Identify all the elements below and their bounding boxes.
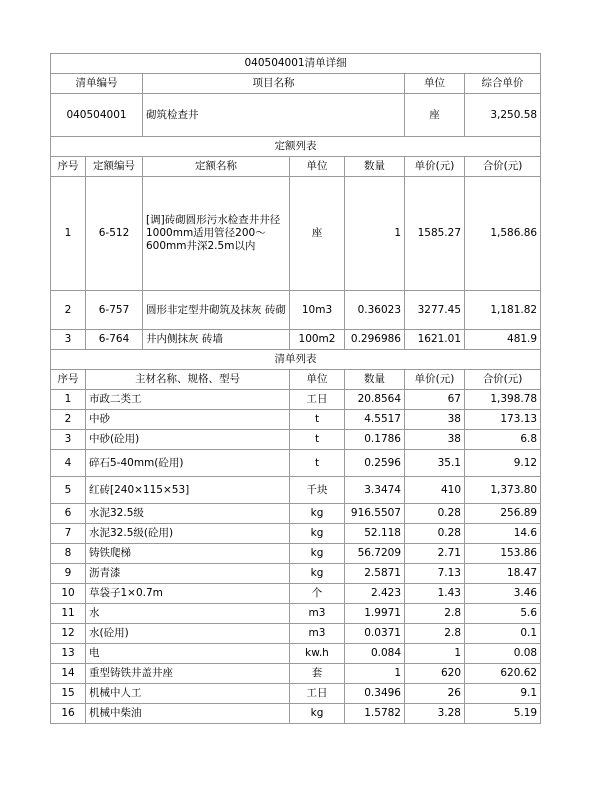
material-row bbox=[51, 544, 541, 564]
material-price: 38 bbox=[405, 410, 465, 430]
material-no: 2 bbox=[51, 410, 86, 430]
material-unit: kw.h bbox=[290, 644, 345, 664]
material-total: 9.1 bbox=[465, 684, 541, 704]
quota-header-price: 单价(元) bbox=[405, 157, 465, 177]
item-code: 040504001 bbox=[51, 94, 143, 137]
material-qty: 0.3496 bbox=[345, 684, 405, 704]
material-qty: 916.5507 bbox=[345, 504, 405, 524]
material-unit: 千块 bbox=[290, 477, 345, 504]
material-name: 中砂(砼用) bbox=[86, 430, 290, 450]
quota-header-name: 定额名称 bbox=[143, 157, 290, 177]
quota-total: 481.9 bbox=[465, 330, 541, 350]
material-price: 0.28 bbox=[405, 504, 465, 524]
material-qty: 1 bbox=[345, 664, 405, 684]
material-no: 10 bbox=[51, 584, 86, 604]
material-no: 9 bbox=[51, 564, 86, 584]
material-row bbox=[51, 450, 541, 477]
material-total: 0.1 bbox=[465, 624, 541, 644]
material-row bbox=[51, 664, 541, 684]
material-header-row bbox=[51, 370, 541, 390]
material-total: 5.19 bbox=[465, 704, 541, 724]
material-row bbox=[51, 390, 541, 410]
quota-no: 3 bbox=[51, 330, 86, 350]
material-unit: kg bbox=[290, 504, 345, 524]
material-price: 2.8 bbox=[405, 624, 465, 644]
material-total: 18.47 bbox=[465, 564, 541, 584]
material-unit: m3 bbox=[290, 604, 345, 624]
material-name: 重型铸铁井盖井座 bbox=[86, 664, 290, 684]
material-name: 机械中柴油 bbox=[86, 704, 290, 724]
material-qty: 4.5517 bbox=[345, 410, 405, 430]
material-row bbox=[51, 564, 541, 584]
material-no: 12 bbox=[51, 624, 86, 644]
material-unit: 个 bbox=[290, 584, 345, 604]
material-no: 7 bbox=[51, 524, 86, 544]
item-name: 砌筑检查井 bbox=[143, 94, 405, 137]
material-name: 水 bbox=[86, 604, 290, 624]
item-row bbox=[51, 94, 541, 137]
quota-qty: 0.296986 bbox=[345, 330, 405, 350]
quota-header-code: 定额编号 bbox=[86, 157, 143, 177]
material-total: 5.6 bbox=[465, 604, 541, 624]
material-name: 市政二类工 bbox=[86, 390, 290, 410]
material-header-price: 单价(元) bbox=[405, 370, 465, 390]
quota-no: 2 bbox=[51, 291, 86, 330]
material-no: 15 bbox=[51, 684, 86, 704]
material-name: 红砖[240×115×53] bbox=[86, 477, 290, 504]
material-no: 1 bbox=[51, 390, 86, 410]
material-total: 3.46 bbox=[465, 584, 541, 604]
quota-price: 1621.01 bbox=[405, 330, 465, 350]
material-total: 173.13 bbox=[465, 410, 541, 430]
material-qty: 20.8564 bbox=[345, 390, 405, 410]
quota-header-row bbox=[51, 157, 541, 177]
material-header-qty: 数量 bbox=[345, 370, 405, 390]
material-name: 机械中人工 bbox=[86, 684, 290, 704]
material-price: 0.28 bbox=[405, 524, 465, 544]
item-unit: 座 bbox=[405, 94, 465, 137]
material-price: 67 bbox=[405, 390, 465, 410]
quota-unit: 100m2 bbox=[290, 330, 345, 350]
quota-row bbox=[51, 291, 541, 330]
material-price: 3.28 bbox=[405, 704, 465, 724]
material-no: 5 bbox=[51, 477, 86, 504]
material-qty: 2.5871 bbox=[345, 564, 405, 584]
material-unit: t bbox=[290, 450, 345, 477]
material-total: 1,373.80 bbox=[465, 477, 541, 504]
material-no: 13 bbox=[51, 644, 86, 664]
material-qty: 0.1786 bbox=[345, 430, 405, 450]
quota-name: [调]砖砌圆形污水检查井井径1000mm适用管径200～600mm井深2.5m以内 bbox=[143, 177, 290, 291]
material-price: 35.1 bbox=[405, 450, 465, 477]
material-qty: 0.084 bbox=[345, 644, 405, 664]
material-row bbox=[51, 524, 541, 544]
material-total: 620.62 bbox=[465, 664, 541, 684]
material-row bbox=[51, 704, 541, 724]
quota-price: 3277.45 bbox=[405, 291, 465, 330]
material-qty: 1.5782 bbox=[345, 704, 405, 724]
table-title-row bbox=[51, 54, 541, 74]
bill-detail-table bbox=[50, 53, 541, 724]
material-qty: 3.3474 bbox=[345, 477, 405, 504]
material-row bbox=[51, 430, 541, 450]
material-name: 碎石5-40mm(砼用) bbox=[86, 450, 290, 477]
quota-total: 1,181.82 bbox=[465, 291, 541, 330]
material-unit: 套 bbox=[290, 664, 345, 684]
material-unit: kg bbox=[290, 704, 345, 724]
material-header-no: 序号 bbox=[51, 370, 86, 390]
quota-header-no: 序号 bbox=[51, 157, 86, 177]
quota-qty: 1 bbox=[345, 177, 405, 291]
material-name: 草袋子1×0.7m bbox=[86, 584, 290, 604]
material-no: 8 bbox=[51, 544, 86, 564]
quota-section-title: 定额列表 bbox=[51, 137, 541, 157]
material-no: 16 bbox=[51, 704, 86, 724]
material-unit: t bbox=[290, 430, 345, 450]
quota-row bbox=[51, 177, 541, 291]
quota-name: 井内侧抹灰 砖墙 bbox=[143, 330, 290, 350]
material-name: 中砂 bbox=[86, 410, 290, 430]
material-unit: m3 bbox=[290, 624, 345, 644]
header-item-unit: 单位 bbox=[405, 74, 465, 94]
quota-code: 6-512 bbox=[86, 177, 143, 291]
material-row bbox=[51, 624, 541, 644]
material-price: 7.13 bbox=[405, 564, 465, 584]
material-price: 2.8 bbox=[405, 604, 465, 624]
material-name: 沥青漆 bbox=[86, 564, 290, 584]
material-total: 153.86 bbox=[465, 544, 541, 564]
material-no: 4 bbox=[51, 450, 86, 477]
quota-total: 1,586.86 bbox=[465, 177, 541, 291]
quota-unit: 10m3 bbox=[290, 291, 345, 330]
item-header-row bbox=[51, 74, 541, 94]
material-price: 38 bbox=[405, 430, 465, 450]
quota-name: 圆形非定型井砌筑及抹灰 砖砌 bbox=[143, 291, 290, 330]
material-price: 620 bbox=[405, 664, 465, 684]
material-unit: kg bbox=[290, 524, 345, 544]
material-row bbox=[51, 604, 541, 624]
quota-row bbox=[51, 330, 541, 350]
quota-section-row bbox=[51, 137, 541, 157]
material-qty: 52.118 bbox=[345, 524, 405, 544]
quota-header-qty: 数量 bbox=[345, 157, 405, 177]
material-unit: 工日 bbox=[290, 684, 345, 704]
item-price: 3,250.58 bbox=[465, 94, 541, 137]
header-item-name: 项目名称 bbox=[143, 74, 405, 94]
header-item-code: 清单编号 bbox=[51, 74, 143, 94]
quota-code: 6-757 bbox=[86, 291, 143, 330]
material-qty: 1.9971 bbox=[345, 604, 405, 624]
material-name: 水泥32.5级(砼用) bbox=[86, 524, 290, 544]
quota-header-total: 合价(元) bbox=[465, 157, 541, 177]
material-section-title: 清单列表 bbox=[51, 350, 541, 370]
material-no: 6 bbox=[51, 504, 86, 524]
material-total: 9.12 bbox=[465, 450, 541, 477]
quota-no: 1 bbox=[51, 177, 86, 291]
material-price: 2.71 bbox=[405, 544, 465, 564]
material-price: 1.43 bbox=[405, 584, 465, 604]
material-row bbox=[51, 584, 541, 604]
material-row bbox=[51, 504, 541, 524]
quota-unit: 座 bbox=[290, 177, 345, 291]
quota-code: 6-764 bbox=[86, 330, 143, 350]
material-total: 6.8 bbox=[465, 430, 541, 450]
material-qty: 0.0371 bbox=[345, 624, 405, 644]
material-price: 26 bbox=[405, 684, 465, 704]
material-price: 1 bbox=[405, 644, 465, 664]
quota-price: 1585.27 bbox=[405, 177, 465, 291]
material-name: 电 bbox=[86, 644, 290, 664]
material-total: 0.08 bbox=[465, 644, 541, 664]
material-name: 水泥32.5级 bbox=[86, 504, 290, 524]
material-qty: 0.2596 bbox=[345, 450, 405, 477]
material-price: 410 bbox=[405, 477, 465, 504]
material-unit: kg bbox=[290, 564, 345, 584]
material-row bbox=[51, 684, 541, 704]
material-header-unit: 单位 bbox=[290, 370, 345, 390]
material-unit: kg bbox=[290, 544, 345, 564]
quota-qty: 0.36023 bbox=[345, 291, 405, 330]
material-row bbox=[51, 644, 541, 664]
material-unit: 工日 bbox=[290, 390, 345, 410]
table-title: 040504001清单详细 bbox=[51, 54, 541, 74]
material-name: 铸铁爬梯 bbox=[86, 544, 290, 564]
quota-header-unit: 单位 bbox=[290, 157, 345, 177]
material-row bbox=[51, 477, 541, 504]
material-row bbox=[51, 410, 541, 430]
material-qty: 56.7209 bbox=[345, 544, 405, 564]
material-unit: t bbox=[290, 410, 345, 430]
material-qty: 2.423 bbox=[345, 584, 405, 604]
material-header-name: 主材名称、规格、型号 bbox=[86, 370, 290, 390]
material-no: 14 bbox=[51, 664, 86, 684]
material-total: 1,398.78 bbox=[465, 390, 541, 410]
material-total: 14.6 bbox=[465, 524, 541, 544]
material-section-row bbox=[51, 350, 541, 370]
material-name: 水(砼用) bbox=[86, 624, 290, 644]
material-no: 11 bbox=[51, 604, 86, 624]
material-total: 256.89 bbox=[465, 504, 541, 524]
header-item-price: 综合单价 bbox=[465, 74, 541, 94]
material-no: 3 bbox=[51, 430, 86, 450]
material-header-total: 合价(元) bbox=[465, 370, 541, 390]
